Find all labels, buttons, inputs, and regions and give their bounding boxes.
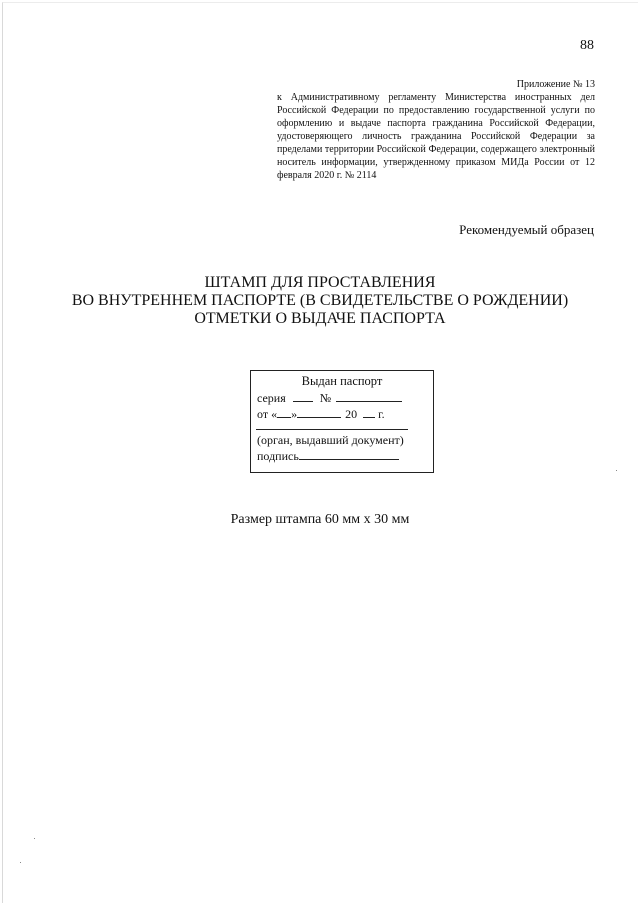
annex-title: Приложение № 13	[516, 79, 595, 90]
stamp-frame	[250, 370, 434, 473]
annex-block	[277, 78, 595, 182]
year-prefix: 20	[345, 407, 358, 421]
series-label: серия	[257, 391, 286, 405]
date-line	[257, 407, 385, 422]
heading-line-3: ОТМЕТКИ О ВЫДАЧЕ ПАСПОРТА	[194, 310, 446, 327]
year-suffix: г.	[378, 407, 385, 421]
number-label: №	[319, 391, 332, 405]
heading-line-1: ШТАМП ДЛЯ ПРОСТАВЛЕНИЯ	[204, 274, 436, 291]
org-blank-rule	[256, 429, 408, 430]
series-line	[257, 391, 402, 406]
heading-line-2: ВО ВНУТРЕННЕМ ПАСПОРТЕ (В СВИДЕТЕЛЬСТВЕ О РОЖДЕНИИ)	[71, 292, 569, 309]
org-caption: (орган, выдавший документ)	[257, 433, 404, 447]
month-blank	[297, 407, 341, 418]
scan-speck	[20, 862, 21, 863]
signature-line	[257, 449, 399, 464]
signature-blank	[299, 449, 399, 460]
year-blank	[363, 407, 375, 418]
stamp-size-note: Размер штампа 60 мм х 30 мм	[230, 512, 410, 527]
signature-label: подпись	[257, 449, 299, 463]
annex-body: к Административному регламенту Министерства иностранных дел Российской Федерации по предоставлению государственной услуги по оформлению и выдаче паспорта гражданина Российской Федерации, удостоверяющего личность гражданина Российской Федерации за пределами территории Российской Федерации, содержащего электронный носитель информации, утвержденному приказом МИДа России от 12 февраля 2020 г. № 2114	[277, 92, 595, 181]
number-blank	[336, 391, 402, 402]
document-heading	[60, 274, 580, 328]
scan-speck	[34, 838, 35, 839]
sample-label: Рекомендуемый образец	[459, 222, 594, 237]
stamp-title: Выдан паспорт	[301, 374, 383, 388]
date-mid: »	[291, 407, 298, 421]
day-blank	[277, 407, 291, 418]
date-prefix: от «	[257, 407, 278, 421]
series-blank	[293, 391, 313, 402]
scan-speck	[616, 470, 617, 471]
page-number: 88	[580, 38, 594, 53]
